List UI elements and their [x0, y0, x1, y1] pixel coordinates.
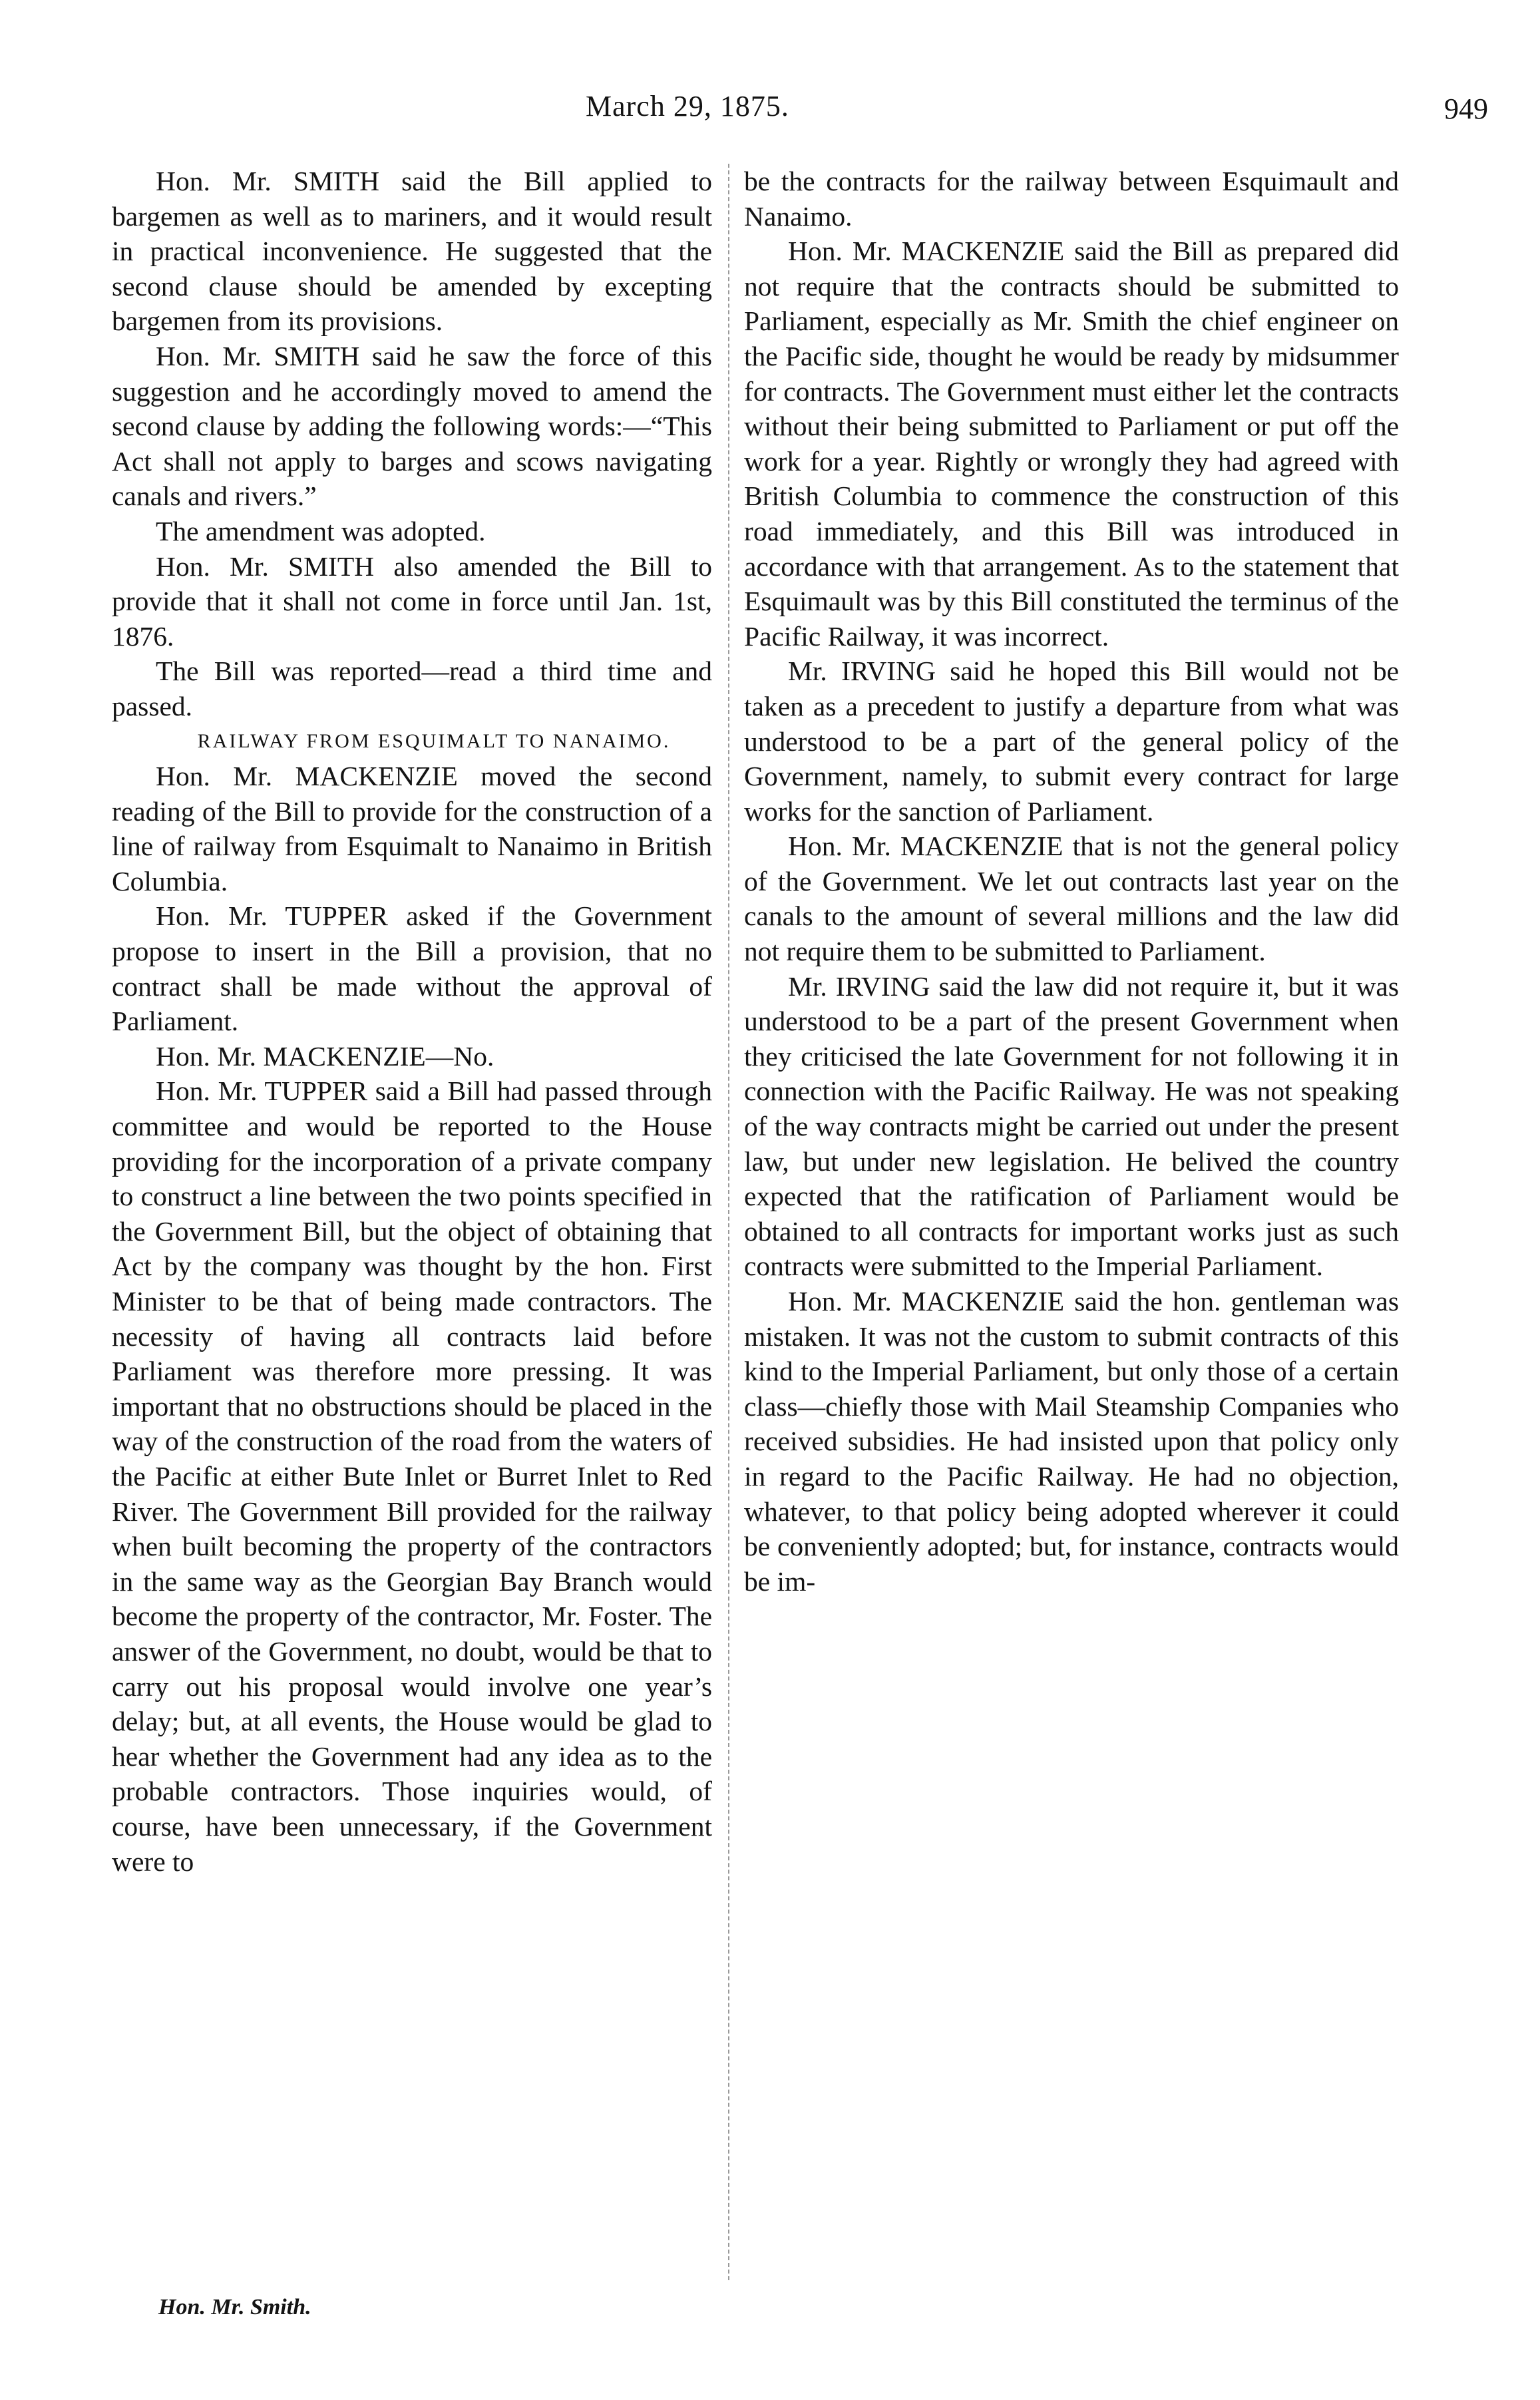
footer-speaker-note: Hon. Mr. Smith. — [158, 2295, 311, 2319]
paragraph: Hon. Mr. SMITH said the Bill applied to bargemen as well as to mariners, and it would result in practical inconvenience. He suggested that the second clause should be amended by excepting bargemen from its provisions. — [112, 166, 712, 337]
left-column — [112, 164, 712, 1879]
right-column — [744, 164, 1399, 1599]
paragraph: Hon. Mr. MACKENZIE moved the second reading of the Bill to provide for the construction of a line of railway from Esquimalt to Nanaimo in British Columbia. — [112, 761, 712, 897]
paragraph: Mr. IRVING said he hoped this Bill would not be taken as a precedent to justify a departure from what was understood to be a part of the general policy of the Government, namely, to submit every contract for large works for the sanction of Parliament. — [744, 656, 1399, 827]
header-date: March 29, 1875. — [586, 90, 789, 122]
paragraph: The amendment was adopted. — [156, 515, 486, 546]
paragraph: Hon. Mr. MACKENZIE said the hon. gentleman was mistaken. It was not the custom to submit contracts of this kind to the Imperial Parliament, but only those of a certain class—chiefly those with Mail Steamship Companies who received subsidies. He had insisted upon that policy only in regard to the Pacific Railway. He had no objection, whatever, to that policy being adopted wherever it could be conveniently adopted; but, for instance, contracts would be im- — [744, 1286, 1399, 1597]
paragraph: Hon. Mr. MACKENZIE—No. — [156, 1040, 494, 1072]
paragraph: Hon. Mr. SMITH said he saw the force of this suggestion and he accordingly moved to amend the second clause by adding the following words:—“This Act shall not apply to barges and scows navigating canals and rivers.” — [112, 340, 712, 512]
paragraph: The Bill was reported—read a third time and passed. — [112, 656, 712, 721]
paragraph: Hon. Mr. SMITH also amended the Bill to provide that it shall not come in force until Jan. 1st, 1876. — [112, 550, 712, 652]
paragraph: Hon. Mr. TUPPER said a Bill had passed through committee and would be reported to the House providing for the incorporation of a private company to construct a line between the two points specified in the Government Bill, but the object of obtaining that Act by the company was thought by the hon. First Minister to be that of being made contractors. The necessity of having all contracts laid before Parliament was therefore more pressing. It was important that no obstructions should be placed in the way of the construction of the road from the waters of the Pacific at either Bute Inlet or Burret Inlet to Red River. The Government Bill provided for the railway when built becoming the property of the contractors in the same way as the Georgian Bay Branch would become the property of the contractor, Mr. Foster. The answer of the Government, no doubt, would be that to carry out his proposal would involve one year’s delay; but, at all events, the House would be glad to hear whether the Government had any idea as to the probable contractors. Those inquiries would, of course, have been unnecessary, if the Government were to — [112, 1076, 712, 1877]
paragraph: Hon. Mr. TUPPER asked if the Government propose to insert in the Bill a provision, that no contract shall be made without the approval of Parliament. — [112, 900, 712, 1037]
page-header — [0, 85, 1540, 145]
paragraph: Hon. Mr. MACKENZIE that is not the general policy of the Government. We let out contracts last year on the canals to the amount of several millions and the law did not require them to be submitted to Parliament. — [744, 831, 1399, 967]
paragraph: be the contracts for the railway between Esquimault and Nanaimo. — [744, 166, 1399, 232]
column-divider — [728, 164, 729, 2280]
page-number: 949 — [1444, 93, 1488, 125]
paragraph: Hon. Mr. MACKENZIE said the Bill as prepared did not require that the contracts should be submitted to Parliament, especially as Mr. Smith the chief engineer on the Pacific side, thought he would be ready by midsummer for contracts. The Government must either let the contracts without their being submitted to Parliament or put off the work for a year. Rightly or wrongly they had agreed with British Columbia to commence the construction of this road immediately, and this Bill was introduced in accordance with that arrangement. As to the statement that Esquimault was by this Bill constituted the terminus of the Pacific Railway, it was incorrect. — [744, 236, 1399, 652]
paragraph: Mr. IRVING said the law did not require it, but it was understood to be a part of the present Government when they criticised the late Government for not following it in connection with the Pacific Railway. He was not speaking of the way contracts might be carried out under the present law, but under new legislation. He belived the country expected that the ratification of Parliament would be obtained to all contracts for important works just as such contracts were submitted to the Imperial Parliament. — [744, 970, 1399, 1282]
section-heading: RAILWAY FROM ESQUIMALT TO NANAIMO. — [197, 729, 671, 752]
